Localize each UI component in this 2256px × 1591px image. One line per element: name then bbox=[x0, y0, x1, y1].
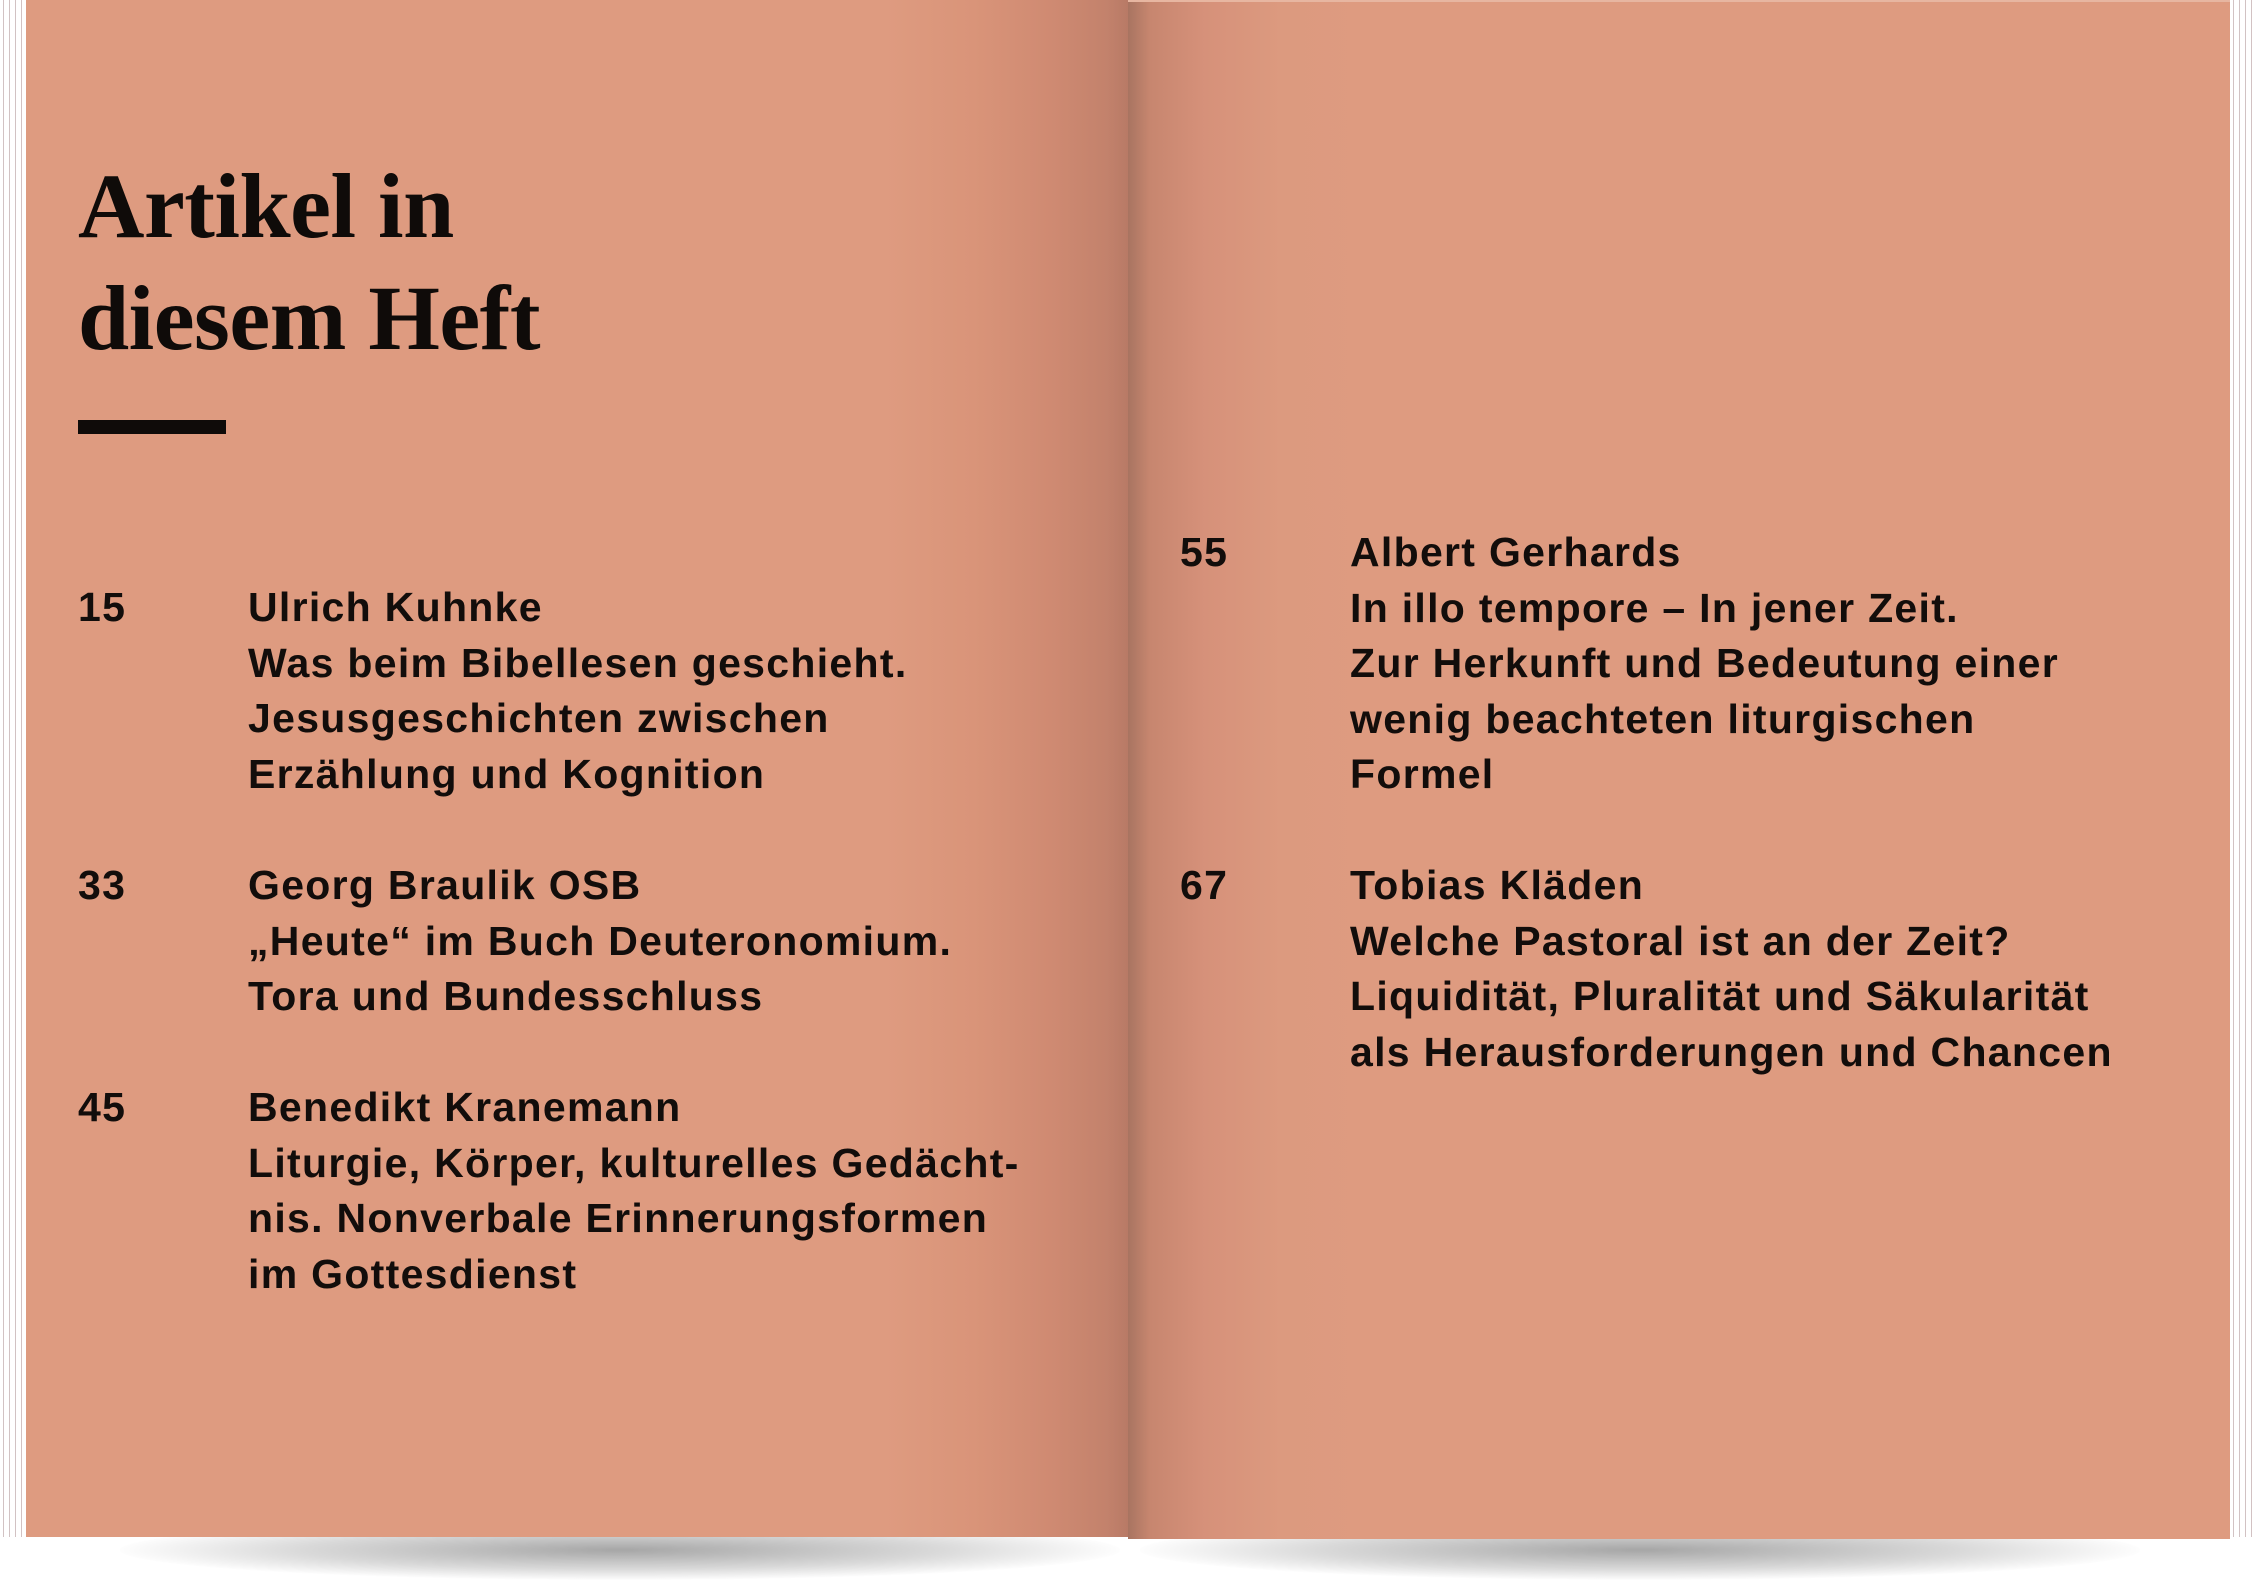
page-edges-right bbox=[2230, 0, 2256, 1537]
title-line: Jesusgeschichten zwischen bbox=[248, 695, 830, 741]
title-line: „Heute“ im Buch Deuteronomium. bbox=[248, 917, 953, 964]
title-line: als Herausforderungen und Chancen bbox=[1350, 1028, 2113, 1075]
title-line: nis. Nonverbale Erinnerungsformen bbox=[248, 1195, 989, 1241]
entry-text bbox=[248, 580, 908, 802]
title-line: Welche Pastoral ist an der Zeit? bbox=[1350, 917, 2011, 964]
page-number: 33 bbox=[78, 862, 127, 908]
title-line: Formel bbox=[1350, 751, 1495, 797]
page-number: 45 bbox=[78, 1084, 127, 1130]
entry-text bbox=[248, 1080, 1020, 1302]
author-name: Ulrich Kuhnke bbox=[248, 584, 543, 630]
title-line-2: diesem Heft bbox=[78, 267, 541, 369]
author-name: Georg Braulik OSB bbox=[248, 862, 642, 908]
page-number: 67 bbox=[1180, 862, 1229, 908]
page-edges-left bbox=[0, 0, 26, 1537]
title-line: Was beim Bibellesen geschieht. bbox=[248, 639, 908, 686]
author-name: Albert Gerhards bbox=[1350, 529, 1682, 575]
title-line: im Gottesdienst bbox=[248, 1250, 578, 1297]
entry-text bbox=[1350, 525, 2059, 803]
title-line: Erzählung und Kognition bbox=[248, 750, 766, 797]
page-number: 15 bbox=[78, 584, 127, 630]
title-line: Liturgie, Körper, kulturelles Gedächt- bbox=[248, 1139, 1020, 1186]
title-line: wenig beachteten liturgischen bbox=[1350, 695, 1976, 742]
title-line: Liquidität, Pluralität und Säkularität bbox=[1350, 973, 2090, 1019]
title-line: In illo tempore – In jener Zeit. bbox=[1350, 584, 1959, 631]
page-title bbox=[78, 150, 540, 374]
entry-text bbox=[1350, 858, 2113, 1080]
title-rule bbox=[78, 420, 226, 434]
title-line: Zur Herkunft und Bedeutung einer bbox=[1350, 640, 2059, 686]
author-name: Benedikt Kranemann bbox=[248, 1084, 682, 1130]
author-name: Tobias Kläden bbox=[1350, 862, 1645, 908]
page-number: 55 bbox=[1180, 529, 1229, 575]
entry-text bbox=[248, 858, 952, 1025]
title-line-1: Artikel in bbox=[78, 155, 454, 257]
title-line: Tora und Bundesschluss bbox=[248, 973, 764, 1019]
